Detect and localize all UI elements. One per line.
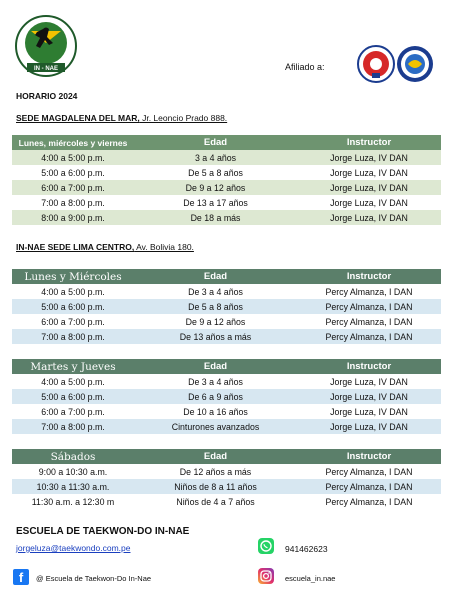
phone-number: 941462623 [285, 544, 328, 554]
header-days: Lunes y Miércoles [24, 270, 122, 283]
table-row [12, 389, 441, 404]
time-cell: 7:00 a 8:00 p.m. [41, 197, 105, 208]
instructor-cell: Jorge Luza, IV DAN [330, 167, 408, 178]
svg-text:IN - NAE: IN - NAE [34, 66, 58, 72]
sede-lima-heading [16, 242, 194, 252]
instructor-cell: Jorge Luza, IV DAN [330, 406, 408, 417]
time-cell: 8:00 a 9:00 p.m. [41, 212, 105, 223]
sede-magdalena-heading [16, 113, 227, 123]
age-cell: De 13 años a más [179, 331, 252, 342]
school-logo [15, 15, 77, 77]
schedule-table-lunes-miercoles [12, 269, 441, 344]
instructor-cell: Percy Almanza, I DAN [325, 286, 413, 297]
age-cell: De 5 a 8 años [188, 301, 243, 312]
time-cell: 6:00 a 7:00 p.m. [41, 406, 105, 417]
header-instructor: Instructor [346, 271, 392, 282]
table-row [12, 150, 441, 165]
table-header [12, 135, 441, 150]
table-row [12, 284, 441, 299]
instagram-icon [258, 568, 274, 584]
sede-address: Av. Bolivia 180. [134, 242, 194, 252]
schedule-title: HORARIO 2024 [16, 91, 78, 101]
table-row [12, 479, 441, 494]
age-cell: De 9 a 12 años [185, 182, 246, 193]
age-cell: De 10 a 16 años [183, 406, 248, 417]
time-cell: 10:30 a 11:30 a.m. [36, 481, 110, 492]
table-row [12, 419, 441, 434]
instructor-cell: Jorge Luza, IV DAN [330, 197, 408, 208]
sede-address: Jr. Leoncio Prado 888. [139, 113, 228, 123]
instructor-cell: Jorge Luza, IV DAN [330, 182, 408, 193]
affiliate-logo-red [357, 45, 395, 83]
header-instructor: Instructor [346, 451, 392, 462]
header-age: Edad [203, 451, 228, 462]
table-row [12, 195, 441, 210]
affiliate-logo-blue [396, 45, 434, 83]
school-name: ESCUELA DE TAEKWON-DO IN-NAE [16, 526, 190, 537]
table-row [12, 299, 441, 314]
age-cell: De 5 a 8 años [188, 167, 243, 178]
sede-name: SEDE MAGDALENA DEL MAR, [16, 113, 140, 123]
table-row [12, 404, 441, 419]
time-cell: 6:00 a 7:00 p.m. [41, 182, 105, 193]
instructor-cell: Jorge Luza, IV DAN [330, 152, 408, 163]
age-cell: De 18 a más [190, 212, 241, 223]
header-age: Edad [203, 271, 228, 282]
age-cell: De 13 a 17 años [183, 197, 248, 208]
instagram-handle[interactable]: escuela_in.nae [285, 574, 336, 583]
table-row [12, 329, 441, 344]
age-cell: De 9 a 12 años [185, 316, 246, 327]
facebook-icon: f [13, 569, 29, 585]
table-header [12, 269, 441, 284]
time-cell: 6:00 a 7:00 p.m. [41, 316, 105, 327]
instructor-cell: Jorge Luza, IV DAN [330, 421, 408, 432]
table-row [12, 374, 441, 389]
time-cell: 7:00 a 8:00 p.m. [41, 421, 105, 432]
instructor-cell: Percy Almanza, I DAN [325, 481, 413, 492]
sede-name: IN-NAE SEDE LIMA CENTRO, [16, 242, 135, 252]
schedule-table-martes-jueves [12, 359, 441, 434]
time-cell: 4:00 a 5:00 p.m. [41, 286, 105, 297]
age-cell: Niños de 4 a 7 años [176, 496, 255, 507]
whatsapp-icon [258, 538, 274, 554]
instructor-cell: Jorge Luza, IV DAN [330, 376, 408, 387]
table-row [12, 180, 441, 195]
time-cell: 4:00 a 5:00 p.m. [41, 376, 105, 387]
table-row [12, 165, 441, 180]
header-age: Edad [203, 137, 228, 148]
schedule-table-sabados [12, 449, 441, 509]
time-cell: 11:30 a.m. a 12:30 m [31, 496, 115, 507]
table-row [12, 464, 441, 479]
table-header [12, 449, 441, 464]
instructor-cell: Percy Almanza, I DAN [325, 301, 413, 312]
header-age: Edad [203, 361, 228, 372]
age-cell: De 3 a 4 años [188, 376, 243, 387]
instructor-cell: Percy Almanza, I DAN [325, 331, 413, 342]
age-cell: 3 a 4 años [194, 152, 237, 163]
age-cell: Niños de 8 a 11 años [174, 481, 257, 492]
instructor-cell: Jorge Luza, IV DAN [330, 391, 408, 402]
header-instructor: Instructor [346, 361, 392, 372]
header-days: Sábados [50, 450, 96, 463]
instructor-cell: Percy Almanza, I DAN [325, 466, 413, 477]
schedule-table-magdalena [12, 135, 441, 225]
time-cell: 4:00 a 5:00 p.m. [41, 152, 105, 163]
table-row [12, 494, 441, 509]
instructor-cell: Percy Almanza, I DAN [325, 316, 413, 327]
afiliado-label: Afiliado a: [285, 62, 325, 72]
age-cell: De 12 años a más [179, 466, 252, 477]
instructor-cell: Jorge Luza, IV DAN [330, 212, 408, 223]
table-row [12, 314, 441, 329]
facebook-handle[interactable]: @ Escuela de Taekwon-Do In-Nae [36, 574, 152, 583]
header-instructor: Instructor [346, 137, 392, 148]
time-cell: 9:00 a 10:30 a.m. [38, 466, 108, 477]
table-header [12, 359, 441, 374]
age-cell: De 3 a 4 años [188, 286, 243, 297]
time-cell: 5:00 a 6:00 p.m. [41, 391, 105, 402]
time-cell: 7:00 a 8:00 p.m. [41, 331, 105, 342]
age-cell: De 6 a 9 años [188, 391, 243, 402]
time-cell: 5:00 a 6:00 p.m. [41, 167, 105, 178]
header-days: Lunes, miércoles y viernes [18, 137, 128, 148]
time-cell: 5:00 a 6:00 p.m. [41, 301, 105, 312]
table-row [12, 210, 441, 225]
instructor-cell: Percy Almanza, I DAN [325, 496, 413, 507]
age-cell: Cinturones avanzados [171, 421, 260, 432]
header-days: Martes y Jueves [30, 360, 116, 373]
email-link[interactable]: jorgeluza@taekwondo.com.pe [16, 543, 131, 553]
